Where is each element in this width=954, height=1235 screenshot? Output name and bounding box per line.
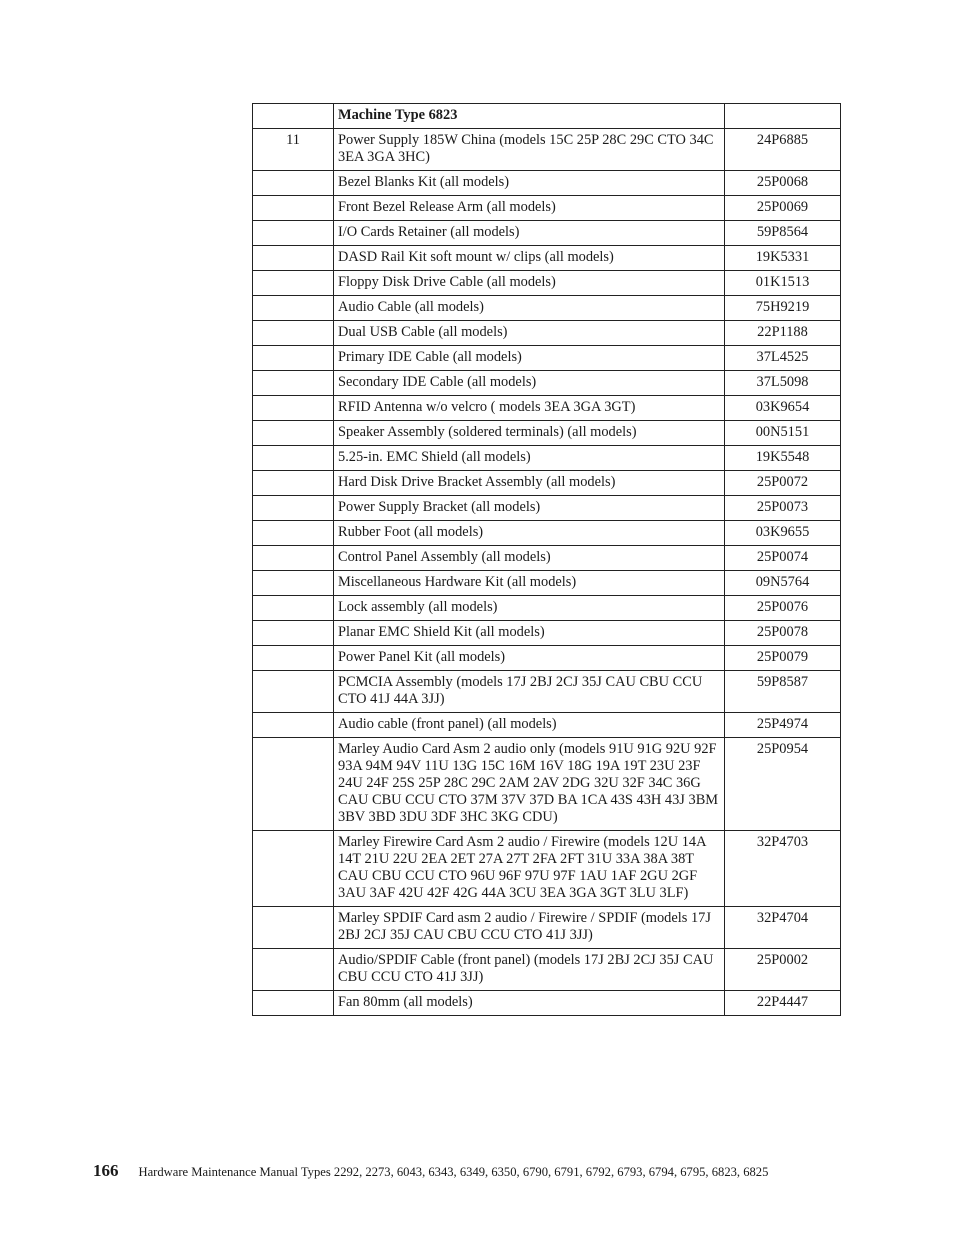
fru-part-number-cell: 19K5331 [725,246,841,271]
table-row [253,991,841,1016]
table-row [253,421,841,446]
index-cell [253,471,334,496]
description-cell: Miscellaneous Hardware Kit (all models) [334,571,725,596]
description-cell: Floppy Disk Drive Cable (all models) [334,271,725,296]
index-cell [253,171,334,196]
fru-part-number-cell: 25P0954 [725,738,841,831]
description-cell: Audio/SPDIF Cable (front panel) (models 17J 2BJ 2CJ 35J CAU CBU CCU CTO 41J 3JJ) [334,949,725,991]
index-cell [253,646,334,671]
table-row [253,196,841,221]
description-cell: Bezel Blanks Kit (all models) [334,171,725,196]
index-cell [253,521,334,546]
table-row [253,246,841,271]
description-cell: Marley Firewire Card Asm 2 audio / Firewire (models 12U 14A 14T 21U 22U 2EA 2ET 27A 27T 2FA 2FT 31U 33A 38A 38T CAU CBU CCU CTO 96U 96F 97U 97F 1AU 1AF 2GU 2GF 3AU 3AF 42U 42F 42G 44A 3CU 3EA 3GA 3GT 3LU 3LF) [334,831,725,907]
table-row [253,171,841,196]
fru-part-number-cell: 32P4704 [725,907,841,949]
parts-table-body [253,104,841,1016]
fru-part-number-cell: 24P6885 [725,129,841,171]
index-cell [253,949,334,991]
description-cell: Hard Disk Drive Bracket Assembly (all models) [334,471,725,496]
table-row [253,907,841,949]
table-row [253,571,841,596]
fru-part-number-cell: 00N5151 [725,421,841,446]
description-cell: Front Bezel Release Arm (all models) [334,196,725,221]
description-cell: DASD Rail Kit soft mount w/ clips (all models) [334,246,725,271]
table-row [253,396,841,421]
description-cell: Secondary IDE Cable (all models) [334,371,725,396]
index-cell [253,371,334,396]
table-row [253,296,841,321]
description-cell: Power Supply Bracket (all models) [334,496,725,521]
index-cell [253,321,334,346]
table-row [253,221,841,246]
table-row [253,596,841,621]
description-cell: I/O Cards Retainer (all models) [334,221,725,246]
fru-part-number-cell: 59P8587 [725,671,841,713]
table-row [253,346,841,371]
description-cell: Fan 80mm (all models) [334,991,725,1016]
fru-part-number-cell: 03K9654 [725,396,841,421]
description-cell: Power Panel Kit (all models) [334,646,725,671]
fru-part-number-cell: 25P4974 [725,713,841,738]
fru-part-number-cell: 25P0073 [725,496,841,521]
description-cell: Marley SPDIF Card asm 2 audio / Firewire / SPDIF (models 17J 2BJ 2CJ 35J CAU CBU CCU CTO 41J 3JJ) [334,907,725,949]
description-cell: Dual USB Cable (all models) [334,321,725,346]
header-index-cell [253,104,334,129]
index-cell [253,446,334,471]
table-row [253,496,841,521]
index-cell [253,196,334,221]
description-cell: Speaker Assembly (soldered terminals) (all models) [334,421,725,446]
description-cell: Power Supply 185W China (models 15C 25P 28C 29C CTO 34C 3EA 3GA 3HC) [334,129,725,171]
fru-part-number-cell: 25P0069 [725,196,841,221]
fru-part-number-cell: 03K9655 [725,521,841,546]
fru-part-number-cell: 25P0002 [725,949,841,991]
index-cell [253,907,334,949]
table-row [253,471,841,496]
table-row [253,129,841,171]
table-row [253,521,841,546]
index-cell [253,991,334,1016]
parts-table [252,103,841,1016]
page-number: 166 [93,1161,119,1180]
page-footer [93,1161,768,1181]
fru-part-number-cell: 25P0076 [725,596,841,621]
fru-part-number-cell: 59P8564 [725,221,841,246]
description-cell: Marley Audio Card Asm 2 audio only (models 91U 91G 92U 92F 93A 94M 94V 11U 13G 15C 16M 16V 18G 19A 19T 23U 23F 24U 24F 25S 25P 28C 29C 2AM 2AV 2DG 32U 32F 34C 36G CAU CBU CCU CTO 37M 37V 37D BA 1CA 43S 43H 43J 3BM 3BV 3BD 3DU 3DF 3HC 3KG CDU) [334,738,725,831]
description-cell: Primary IDE Cable (all models) [334,346,725,371]
index-cell [253,571,334,596]
index-cell [253,596,334,621]
table-row [253,371,841,396]
index-cell [253,671,334,713]
index-cell: 11 [253,129,334,171]
table-row [253,321,841,346]
table-row [253,738,841,831]
fru-part-number-cell: 25P0068 [725,171,841,196]
index-cell [253,396,334,421]
description-cell: Audio Cable (all models) [334,296,725,321]
index-cell [253,496,334,521]
description-cell: Audio cable (front panel) (all models) [334,713,725,738]
table-row [253,831,841,907]
index-cell [253,738,334,831]
header-fru-cell [725,104,841,129]
table-row [253,949,841,991]
index-cell [253,296,334,321]
index-cell [253,621,334,646]
fru-part-number-cell: 37L4525 [725,346,841,371]
description-cell: 5.25-in. EMC Shield (all models) [334,446,725,471]
description-cell: Rubber Foot (all models) [334,521,725,546]
fru-part-number-cell: 01K1513 [725,271,841,296]
manual-title: Hardware Maintenance Manual Types 2292, 2273, 6043, 6343, 6349, 6350, 6790, 6791, 6792, 6793, 6794, 6795, 6823, 6825 [138,1165,769,1179]
index-cell [253,546,334,571]
table-row [253,446,841,471]
description-cell: Lock assembly (all models) [334,596,725,621]
index-cell [253,831,334,907]
table-row [253,546,841,571]
fru-part-number-cell: 22P1188 [725,321,841,346]
table-row [253,671,841,713]
fru-part-number-cell: 25P0079 [725,646,841,671]
fru-part-number-cell: 25P0078 [725,621,841,646]
index-cell [253,713,334,738]
index-cell [253,246,334,271]
fru-part-number-cell: 75H9219 [725,296,841,321]
index-cell [253,221,334,246]
table-header-row [253,104,841,129]
description-cell: PCMCIA Assembly (models 17J 2BJ 2CJ 35J CAU CBU CCU CTO 41J 44A 3JJ) [334,671,725,713]
description-cell: Planar EMC Shield Kit (all models) [334,621,725,646]
index-cell [253,346,334,371]
fru-part-number-cell: 22P4447 [725,991,841,1016]
table-row [253,621,841,646]
index-cell [253,271,334,296]
fru-part-number-cell: 09N5764 [725,571,841,596]
fru-part-number-cell: 19K5548 [725,446,841,471]
fru-part-number-cell: 37L5098 [725,371,841,396]
table-row [253,271,841,296]
table-row [253,713,841,738]
fru-part-number-cell: 32P4703 [725,831,841,907]
description-cell: Control Panel Assembly (all models) [334,546,725,571]
index-cell [253,421,334,446]
machine-type-heading: Machine Type 6823 [334,104,725,129]
fru-part-number-cell: 25P0072 [725,471,841,496]
fru-part-number-cell: 25P0074 [725,546,841,571]
table-row [253,646,841,671]
description-cell: RFID Antenna w/o velcro ( models 3EA 3GA 3GT) [334,396,725,421]
